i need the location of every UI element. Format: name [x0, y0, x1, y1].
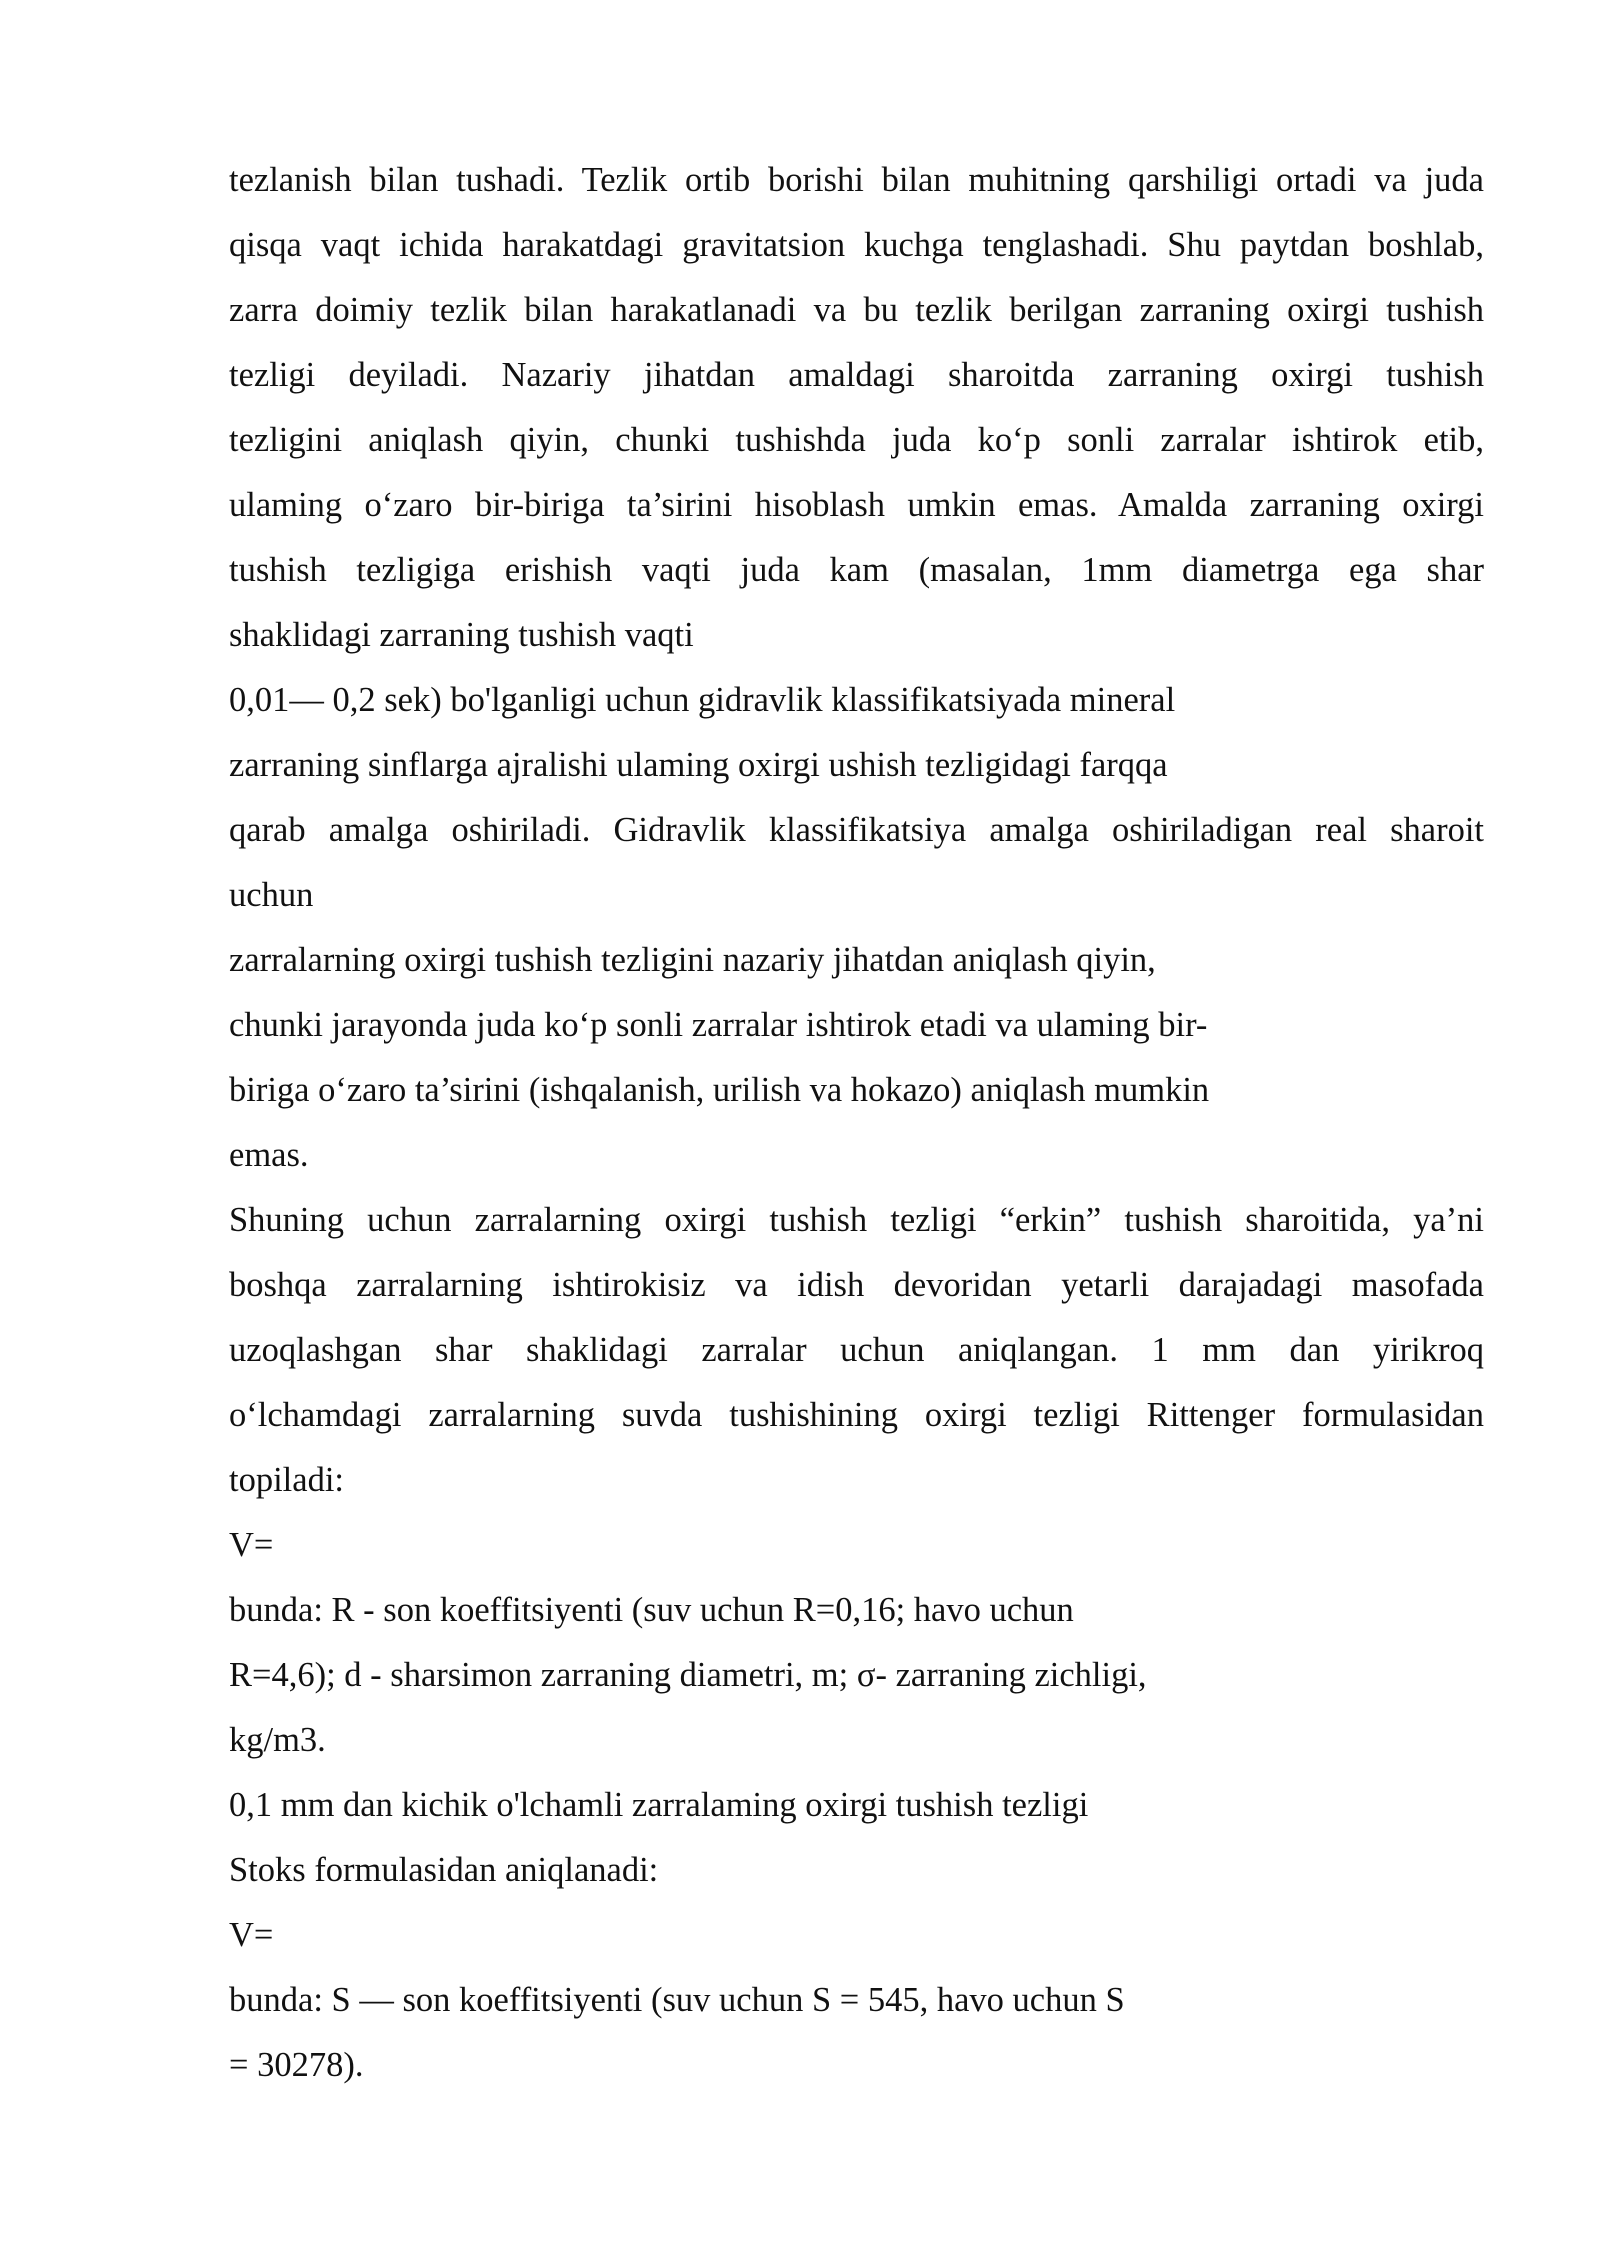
text-line: R=4,6); d - sharsimon zarraning diametri, m; σ- zarraning zichligi,: [229, 1656, 1147, 1694]
text-line: chunki jarayonda juda ko‘p sonli zarralar ishtirok etadi va ulaming bir-: [229, 1006, 1208, 1044]
text-line: tushish tezligiga erishish vaqti juda kam (masalan, 1mm diametrga ega shar: [229, 551, 1484, 589]
text-line: ulaming o‘zaro bir-biriga ta’sirini hisoblash umkin emas. Amalda zarraning oxirgi: [229, 486, 1484, 524]
text-line: uchun: [229, 876, 314, 914]
text-line: emas.: [229, 1136, 309, 1174]
document-body: [229, 148, 1484, 2098]
text-line: qarab amalga oshiriladi. Gidravlik klassifikatsiya amalga oshiriladigan real sharoit: [229, 811, 1484, 849]
text-line: V=: [229, 1526, 274, 1564]
text-line: kg/m3.: [229, 1721, 326, 1759]
text-line: biriga o‘zaro ta’sirini (ishqalanish, urilish va hokazo) aniqlash mumkin: [229, 1071, 1210, 1109]
text-line: uzoqlashgan shar shaklidagi zarralar uchun aniqlangan. 1 mm dan yirikroq: [229, 1331, 1484, 1369]
text-line: = 30278).: [229, 2046, 364, 2084]
text-line: zarra doimiy tezlik bilan harakatlanadi va bu tezlik berilgan zarraning oxirgi tushish: [229, 291, 1484, 329]
text-line: zarraning sinflarga ajralishi ulaming oxirgi ushish tezligidagi farqqa: [229, 746, 1168, 784]
text-line: Stoks formulasidan aniqlanadi:: [229, 1851, 659, 1889]
text-line: V=: [229, 1916, 274, 1954]
text-line: tezligi deyiladi. Nazariy jihatdan amaldagi sharoitda zarraning oxirgi tushish: [229, 356, 1484, 394]
text-line: tezligini aniqlash qiyin, chunki tushishda juda ko‘p sonli zarralar ishtirok etib,: [229, 421, 1484, 459]
text-line: o‘lchamdagi zarralarning suvda tushishining oxirgi tezligi Rittenger formulasidan: [229, 1396, 1484, 1434]
text-line: boshqa zarralarning ishtirokisiz va idish devoridan yetarli darajadagi masofada: [229, 1266, 1484, 1304]
text-line: topiladi:: [229, 1461, 344, 1499]
text-line: 0,1 mm dan kichik o'lchamli zarralaming oxirgi tushish tezligi: [229, 1786, 1089, 1824]
text-line: zarralarning oxirgi tushish tezligini nazariy jihatdan aniqlash qiyin,: [229, 941, 1156, 979]
text-line: qisqa vaqt ichida harakatdagi gravitatsion kuchga tenglashadi. Shu paytdan boshlab,: [229, 226, 1484, 264]
text-line: Shuning uchun zarralarning oxirgi tushish tezligi “erkin” tushish sharoitida, ya’ni: [229, 1201, 1484, 1239]
text-line: 0,01— 0,2 sek) bo'lganligi uchun gidravlik klassifikatsiyada mineral: [229, 681, 1176, 719]
text-line: bunda: S — son koeffitsiyenti (suv uchun S = 545, havo uchun S: [229, 1981, 1125, 2019]
text-line: tezlanish bilan tushadi. Tezlik ortib borishi bilan muhitning qarshiligi ortadi va juda: [229, 161, 1484, 199]
text-line: shaklidagi zarraning tushish vaqti: [229, 616, 694, 654]
text-line: bunda: R - son koeffitsiyenti (suv uchun R=0,16; havo uchun: [229, 1591, 1074, 1629]
